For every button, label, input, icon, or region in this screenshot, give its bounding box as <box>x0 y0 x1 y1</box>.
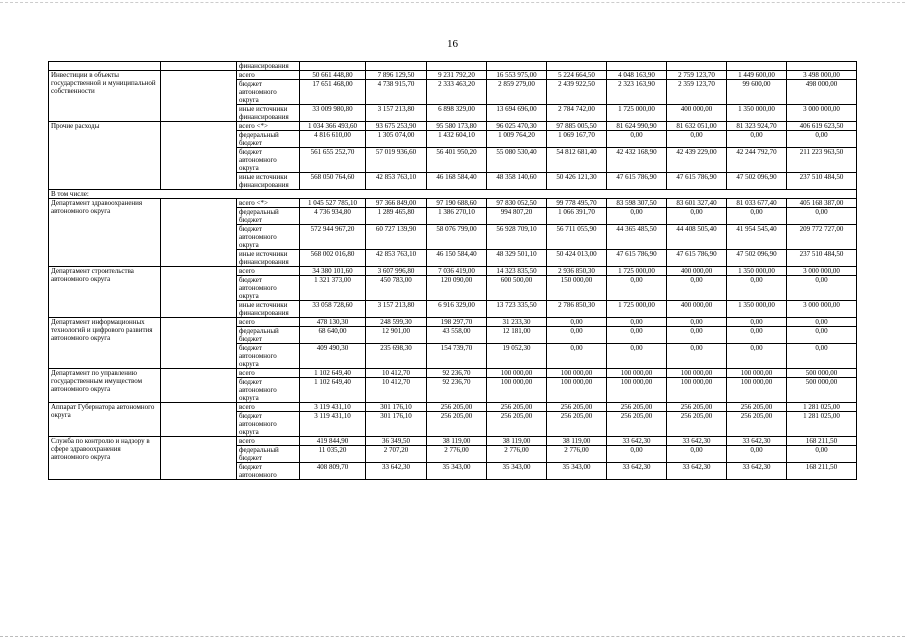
amount-cell: 0,00 <box>787 276 857 301</box>
amount-cell: 35 343,00 <box>547 463 607 480</box>
amount-cell: 301 176,10 <box>366 403 427 412</box>
funding-source: бюджет автономного округа <box>237 378 300 403</box>
budget-table-body <box>49 62 857 480</box>
amount-cell: 498 000,00 <box>787 80 857 105</box>
funding-source: бюджет автономного <box>237 463 300 480</box>
table-row <box>49 71 857 80</box>
amount-cell: 500 000,00 <box>787 369 857 378</box>
row-subgroup <box>161 62 237 71</box>
amount-cell: 97 885 005,50 <box>547 122 607 131</box>
amount-cell: 450 783,00 <box>366 276 427 301</box>
amount-cell: 0,00 <box>667 446 727 463</box>
amount-cell: 1 386 270,10 <box>427 208 487 225</box>
amount-cell: 47 615 786,90 <box>667 173 727 190</box>
table-row <box>49 122 857 131</box>
funding-source: федеральный бюджет <box>237 446 300 463</box>
funding-source: иные источники финансирования <box>237 105 300 122</box>
amount-cell: 44 408 505,40 <box>667 225 727 250</box>
amount-cell <box>727 62 787 71</box>
amount-cell: 46 168 584,40 <box>427 173 487 190</box>
amount-cell: 1 432 604,10 <box>427 131 487 148</box>
amount-cell: 1 034 366 493,60 <box>300 122 366 131</box>
amount-cell: 572 944 967,20 <box>300 225 366 250</box>
amount-cell: 33 642,30 <box>667 463 727 480</box>
amount-cell: 16 553 975,00 <box>487 71 547 80</box>
amount-cell: 248 599,30 <box>366 318 427 327</box>
amount-cell: 19 052,30 <box>487 344 547 369</box>
funding-source: иные источники финансирования <box>237 250 300 267</box>
amount-cell: 100 000,00 <box>487 378 547 403</box>
amount-cell: 2 786 850,30 <box>547 301 607 318</box>
amount-cell: 211 223 963,50 <box>787 148 857 173</box>
amount-cell: 54 812 681,40 <box>547 148 607 173</box>
funding-source: федеральный бюджет <box>237 208 300 225</box>
amount-cell: 95 580 173,80 <box>427 122 487 131</box>
amount-cell: 408 809,70 <box>300 463 366 480</box>
amount-cell: 2 333 463,20 <box>427 80 487 105</box>
amount-cell: 38 119,00 <box>547 437 607 446</box>
amount-cell: 0,00 <box>667 318 727 327</box>
section-label: В том числе: <box>49 190 857 199</box>
funding-source: всего <box>237 437 300 446</box>
table-row <box>49 199 857 208</box>
amount-cell: 0,00 <box>607 318 667 327</box>
row-group-name: Департамент здравоохранения автономного округа <box>49 199 161 267</box>
funding-source: бюджет автономного округа <box>237 80 300 105</box>
amount-cell: 47 615 786,90 <box>607 250 667 267</box>
amount-cell: 97 190 688,60 <box>427 199 487 208</box>
amount-cell: 0,00 <box>667 327 727 344</box>
amount-cell: 97 830 052,50 <box>487 199 547 208</box>
amount-cell: 33 009 980,80 <box>300 105 366 122</box>
row-subgroup <box>161 437 237 480</box>
amount-cell: 0,00 <box>727 327 787 344</box>
funding-source: бюджет автономного округа <box>237 225 300 250</box>
amount-cell: 42 439 229,00 <box>667 148 727 173</box>
amount-cell: 58 076 799,00 <box>427 225 487 250</box>
amount-cell: 56 928 709,10 <box>487 225 547 250</box>
amount-cell: 10 412,70 <box>366 378 427 403</box>
funding-source: иные источники финансирования <box>237 301 300 318</box>
amount-cell: 2 776,00 <box>427 446 487 463</box>
amount-cell: 500 000,00 <box>787 378 857 403</box>
amount-cell: 10 412,70 <box>366 369 427 378</box>
amount-cell: 48 329 501,10 <box>487 250 547 267</box>
amount-cell: 7 036 419,00 <box>427 267 487 276</box>
row-subgroup <box>161 199 237 267</box>
amount-cell: 3 119 431,10 <box>300 403 366 412</box>
amount-cell: 3 119 431,10 <box>300 412 366 437</box>
amount-cell: 0,00 <box>727 208 787 225</box>
amount-cell: 2 323 163,90 <box>607 80 667 105</box>
amount-cell: 1 009 764,20 <box>487 131 547 148</box>
funding-source: финансирования <box>237 62 300 71</box>
amount-cell: 33 642,30 <box>667 437 727 446</box>
amount-cell: 0,00 <box>727 446 787 463</box>
amount-cell: 2 776,00 <box>547 446 607 463</box>
amount-cell: 168 211,50 <box>787 437 857 446</box>
amount-cell: 168 211,50 <box>787 463 857 480</box>
amount-cell: 2 759 123,70 <box>667 71 727 80</box>
amount-cell: 1 350 000,00 <box>727 105 787 122</box>
amount-cell: 33 642,30 <box>366 463 427 480</box>
amount-cell: 256 205,00 <box>607 412 667 437</box>
amount-cell: 9 231 792,20 <box>427 71 487 80</box>
row-group-name: Служба по контролю и надзору в сфере здравоохранения автономного округа <box>49 437 161 480</box>
funding-source: всего <box>237 403 300 412</box>
amount-cell: 1 449 600,00 <box>727 71 787 80</box>
amount-cell <box>366 62 427 71</box>
amount-cell: 12 181,00 <box>487 327 547 344</box>
amount-cell: 256 205,00 <box>547 403 607 412</box>
amount-cell: 3 498 000,00 <box>787 71 857 80</box>
amount-cell: 47 615 786,90 <box>607 173 667 190</box>
amount-cell: 55 080 530,40 <box>487 148 547 173</box>
amount-cell: 0,00 <box>667 208 727 225</box>
row-group-name: Департамент по управлению государственным имуществом автономного округа <box>49 369 161 403</box>
amount-cell: 33 642,30 <box>727 463 787 480</box>
amount-cell: 1 281 025,00 <box>787 403 857 412</box>
amount-cell: 42 244 792,70 <box>727 148 787 173</box>
amount-cell: 42 853 763,10 <box>366 173 427 190</box>
amount-cell: 50 661 448,80 <box>300 71 366 80</box>
amount-cell: 0,00 <box>667 344 727 369</box>
amount-cell <box>487 62 547 71</box>
amount-cell: 34 380 101,60 <box>300 267 366 276</box>
budget-table <box>48 61 857 480</box>
amount-cell: 0,00 <box>787 446 857 463</box>
amount-cell: 100 000,00 <box>667 369 727 378</box>
amount-cell: 3 157 213,80 <box>366 301 427 318</box>
amount-cell: 237 510 484,50 <box>787 173 857 190</box>
amount-cell: 1 069 167,70 <box>547 131 607 148</box>
amount-cell: 6 916 329,00 <box>427 301 487 318</box>
amount-cell: 56 711 055,90 <box>547 225 607 250</box>
amount-cell: 0,00 <box>727 344 787 369</box>
row-subgroup <box>161 318 237 369</box>
amount-cell: 35 343,00 <box>487 463 547 480</box>
funding-source: иные источники финансирования <box>237 173 300 190</box>
scan-bottom-edge <box>0 636 905 637</box>
amount-cell: 38 119,00 <box>427 437 487 446</box>
amount-cell: 1 725 000,00 <box>607 105 667 122</box>
amount-cell <box>787 62 857 71</box>
amount-cell: 81 323 924,70 <box>727 122 787 131</box>
amount-cell: 561 655 252,70 <box>300 148 366 173</box>
amount-cell: 2 784 742,00 <box>547 105 607 122</box>
amount-cell: 120 090,00 <box>427 276 487 301</box>
amount-cell: 50 424 013,00 <box>547 250 607 267</box>
amount-cell: 4 048 163,90 <box>607 71 667 80</box>
amount-cell: 83 601 327,40 <box>667 199 727 208</box>
amount-cell: 3 157 213,80 <box>366 105 427 122</box>
amount-cell: 42 432 168,90 <box>607 148 667 173</box>
amount-cell: 256 205,00 <box>427 403 487 412</box>
amount-cell: 256 205,00 <box>427 412 487 437</box>
amount-cell: 235 698,30 <box>366 344 427 369</box>
amount-cell: 478 130,30 <box>300 318 366 327</box>
amount-cell: 1 725 000,00 <box>607 267 667 276</box>
funding-source: всего <box>237 71 300 80</box>
funding-source: всего <box>237 267 300 276</box>
funding-source: бюджет автономного округа <box>237 412 300 437</box>
amount-cell: 2 707,20 <box>366 446 427 463</box>
row-subgroup <box>161 267 237 318</box>
amount-cell: 256 205,00 <box>727 403 787 412</box>
amount-cell: 2 439 922,50 <box>547 80 607 105</box>
amount-cell: 11 035,20 <box>300 446 366 463</box>
table-row <box>49 437 857 446</box>
amount-cell: 405 168 387,00 <box>787 199 857 208</box>
amount-cell: 568 050 764,60 <box>300 173 366 190</box>
amount-cell: 256 205,00 <box>667 403 727 412</box>
amount-cell: 256 205,00 <box>547 412 607 437</box>
amount-cell: 1 066 391,70 <box>547 208 607 225</box>
amount-cell: 43 558,00 <box>427 327 487 344</box>
amount-cell: 1 281 025,00 <box>787 412 857 437</box>
amount-cell: 100 000,00 <box>667 378 727 403</box>
table-row <box>49 267 857 276</box>
amount-cell: 2 776,00 <box>487 446 547 463</box>
amount-cell: 256 205,00 <box>487 403 547 412</box>
amount-cell: 0,00 <box>727 276 787 301</box>
amount-cell: 0,00 <box>607 131 667 148</box>
amount-cell: 4 738 915,70 <box>366 80 427 105</box>
amount-cell: 100 000,00 <box>607 378 667 403</box>
row-group-name <box>49 62 161 71</box>
amount-cell: 3 000 000,00 <box>787 267 857 276</box>
amount-cell: 41 954 545,40 <box>727 225 787 250</box>
amount-cell: 209 772 727,00 <box>787 225 857 250</box>
row-group-name: Департамент информационных технологий и цифрового развития автономного округа <box>49 318 161 369</box>
amount-cell: 36 349,50 <box>366 437 427 446</box>
amount-cell: 99 778 495,70 <box>547 199 607 208</box>
amount-cell: 100 000,00 <box>547 369 607 378</box>
amount-cell: 150 000,00 <box>547 276 607 301</box>
amount-cell: 1 350 000,00 <box>727 267 787 276</box>
amount-cell: 4 816 610,00 <box>300 131 366 148</box>
amount-cell: 46 150 584,40 <box>427 250 487 267</box>
amount-cell: 47 615 786,90 <box>667 250 727 267</box>
amount-cell: 0,00 <box>727 318 787 327</box>
amount-cell: 406 619 623,50 <box>787 122 857 131</box>
amount-cell: 100 000,00 <box>727 369 787 378</box>
amount-cell: 68 640,00 <box>300 327 366 344</box>
amount-cell: 81 624 990,90 <box>607 122 667 131</box>
amount-cell <box>667 62 727 71</box>
page-number: 16 <box>447 38 458 50</box>
amount-cell: 100 000,00 <box>487 369 547 378</box>
funding-source: всего <box>237 318 300 327</box>
amount-cell: 3 000 000,00 <box>787 105 857 122</box>
amount-cell: 100 000,00 <box>607 369 667 378</box>
amount-cell: 0,00 <box>547 327 607 344</box>
amount-cell <box>300 62 366 71</box>
funding-source: федеральный бюджет <box>237 327 300 344</box>
table-row <box>49 369 857 378</box>
amount-cell: 33 642,30 <box>727 437 787 446</box>
amount-cell: 1 725 000,00 <box>607 301 667 318</box>
funding-source: всего <*> <box>237 122 300 131</box>
funding-source: всего <*> <box>237 199 300 208</box>
amount-cell: 33 642,30 <box>607 437 667 446</box>
amount-cell: 0,00 <box>787 131 857 148</box>
amount-cell: 256 205,00 <box>607 403 667 412</box>
amount-cell: 154 739,70 <box>427 344 487 369</box>
funding-source: бюджет автономного округа <box>237 148 300 173</box>
row-subgroup <box>161 71 237 122</box>
amount-cell: 0,00 <box>787 327 857 344</box>
row-group-name: Департамент строительства автономного округа <box>49 267 161 318</box>
amount-cell: 31 233,30 <box>487 318 547 327</box>
amount-cell: 237 510 484,50 <box>787 250 857 267</box>
row-subgroup <box>161 122 237 190</box>
amount-cell: 0,00 <box>787 318 857 327</box>
amount-cell: 419 844,90 <box>300 437 366 446</box>
amount-cell: 48 358 140,60 <box>487 173 547 190</box>
amount-cell: 409 490,30 <box>300 344 366 369</box>
funding-source: всего <box>237 369 300 378</box>
amount-cell: 0,00 <box>667 131 727 148</box>
table-row <box>49 62 857 71</box>
amount-cell: 256 205,00 <box>667 412 727 437</box>
amount-cell: 44 365 485,50 <box>607 225 667 250</box>
amount-cell: 198 297,70 <box>427 318 487 327</box>
amount-cell: 568 002 016,80 <box>300 250 366 267</box>
amount-cell <box>427 62 487 71</box>
amount-cell: 1 305 074,00 <box>366 131 427 148</box>
amount-cell: 57 019 936,60 <box>366 148 427 173</box>
amount-cell: 0,00 <box>607 327 667 344</box>
amount-cell: 47 502 096,90 <box>727 173 787 190</box>
amount-cell: 400 000,00 <box>667 105 727 122</box>
amount-cell: 0,00 <box>727 131 787 148</box>
amount-cell: 0,00 <box>607 276 667 301</box>
amount-cell: 42 853 763,10 <box>366 250 427 267</box>
amount-cell: 0,00 <box>607 344 667 369</box>
amount-cell: 99 600,00 <box>727 80 787 105</box>
amount-cell: 35 343,00 <box>427 463 487 480</box>
amount-cell: 600 500,00 <box>487 276 547 301</box>
row-group-name: Аппарат Губернатора автономного округа <box>49 403 161 437</box>
amount-cell <box>607 62 667 71</box>
amount-cell: 256 205,00 <box>487 412 547 437</box>
row-group-name: Прочие расходы <box>49 122 161 190</box>
amount-cell: 60 727 139,90 <box>366 225 427 250</box>
amount-cell: 14 323 835,50 <box>487 267 547 276</box>
amount-cell: 92 236,70 <box>427 369 487 378</box>
amount-cell: 0,00 <box>607 208 667 225</box>
amount-cell: 17 651 468,00 <box>300 80 366 105</box>
row-subgroup <box>161 403 237 437</box>
amount-cell: 6 898 329,00 <box>427 105 487 122</box>
table-row <box>49 403 857 412</box>
table-row <box>49 318 857 327</box>
funding-source: федеральный бюджет <box>237 131 300 148</box>
amount-cell: 0,00 <box>547 344 607 369</box>
row-subgroup <box>161 369 237 403</box>
amount-cell: 0,00 <box>607 446 667 463</box>
amount-cell: 93 675 253,90 <box>366 122 427 131</box>
amount-cell: 400 000,00 <box>667 267 727 276</box>
amount-cell <box>547 62 607 71</box>
amount-cell: 13 723 335,50 <box>487 301 547 318</box>
amount-cell: 1 350 000,00 <box>727 301 787 318</box>
funding-source: бюджет автономного округа <box>237 344 300 369</box>
amount-cell: 7 896 129,50 <box>366 71 427 80</box>
amount-cell: 1 102 649,40 <box>300 378 366 403</box>
amount-cell: 3 000 000,00 <box>787 301 857 318</box>
amount-cell: 33 058 728,60 <box>300 301 366 318</box>
amount-cell: 81 632 051,00 <box>667 122 727 131</box>
amount-cell: 56 401 950,20 <box>427 148 487 173</box>
amount-cell: 100 000,00 <box>547 378 607 403</box>
amount-cell: 1 102 649,40 <box>300 369 366 378</box>
amount-cell: 92 236,70 <box>427 378 487 403</box>
amount-cell: 2 859 279,00 <box>487 80 547 105</box>
amount-cell: 400 000,00 <box>667 301 727 318</box>
amount-cell: 256 205,00 <box>727 412 787 437</box>
funding-source: бюджет автономного округа <box>237 276 300 301</box>
amount-cell: 12 901,00 <box>366 327 427 344</box>
amount-cell: 4 736 934,80 <box>300 208 366 225</box>
amount-cell: 100 000,00 <box>727 378 787 403</box>
amount-cell: 96 025 470,30 <box>487 122 547 131</box>
row-group-name: Инвестиции в объекты государственной и муниципальной собственности <box>49 71 161 122</box>
amount-cell: 83 598 307,50 <box>607 199 667 208</box>
amount-cell: 1 289 465,80 <box>366 208 427 225</box>
amount-cell: 38 119,00 <box>487 437 547 446</box>
amount-cell: 5 224 664,50 <box>547 71 607 80</box>
amount-cell: 13 694 696,00 <box>487 105 547 122</box>
amount-cell: 81 033 677,40 <box>727 199 787 208</box>
amount-cell: 3 607 996,80 <box>366 267 427 276</box>
amount-cell: 0,00 <box>787 208 857 225</box>
amount-cell: 301 176,10 <box>366 412 427 437</box>
table-row <box>49 190 857 199</box>
amount-cell: 1 321 373,00 <box>300 276 366 301</box>
amount-cell: 47 502 096,90 <box>727 250 787 267</box>
amount-cell: 1 045 527 785,10 <box>300 199 366 208</box>
amount-cell: 33 642,30 <box>607 463 667 480</box>
amount-cell: 2 936 850,30 <box>547 267 607 276</box>
amount-cell: 0,00 <box>667 276 727 301</box>
amount-cell: 97 366 849,00 <box>366 199 427 208</box>
scan-top-edge <box>0 2 905 3</box>
amount-cell: 50 426 121,30 <box>547 173 607 190</box>
amount-cell: 994 807,20 <box>487 208 547 225</box>
amount-cell: 0,00 <box>787 344 857 369</box>
amount-cell: 2 359 123,70 <box>667 80 727 105</box>
amount-cell: 0,00 <box>547 318 607 327</box>
